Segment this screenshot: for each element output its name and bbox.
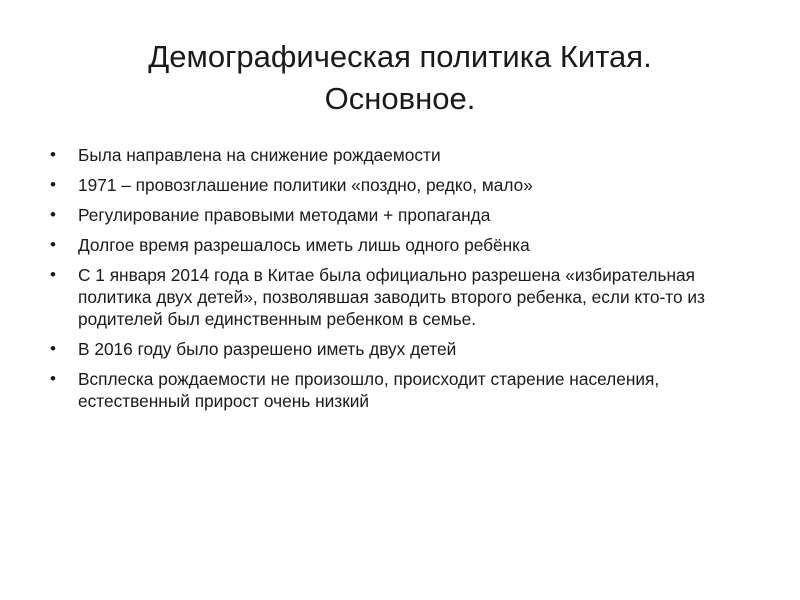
bullet-item bbox=[44, 204, 764, 226]
bullet-item bbox=[44, 338, 764, 360]
bullet-text: Всплеска рождаемости не произошло, происходит старение населения, естественный прирост очень низкий bbox=[78, 369, 660, 411]
bullet-text: Была направлена на снижение рождаемости bbox=[78, 145, 441, 165]
bullet-icon: • bbox=[50, 339, 56, 358]
bullet-icon: • bbox=[50, 205, 56, 224]
bullet-icon: • bbox=[50, 265, 56, 284]
bullet-icon: • bbox=[50, 175, 56, 194]
bullet-text: В 2016 году было разрешено иметь двух детей bbox=[78, 339, 457, 359]
bullet-text: 1971 – провозглашение политики «поздно, редко, мало» bbox=[78, 175, 533, 195]
bullet-item bbox=[44, 368, 764, 412]
bullet-list bbox=[44, 144, 764, 420]
slide-title-line-2: Основное. bbox=[324, 81, 476, 116]
bullet-icon: • bbox=[50, 235, 56, 254]
bullet-text: С 1 января 2014 года в Китае была официально разрешена «избирательная политика двух детей», позволявшая заводить второго ребенка, если кто-то из родителей был единственным ребенком в семье. bbox=[78, 265, 705, 329]
bullet-text: Регулирование правовыми методами + пропаганда bbox=[78, 205, 491, 225]
bullet-item bbox=[44, 144, 764, 166]
slide-title-line-1: Демографическая политика Китая. bbox=[148, 39, 652, 74]
slide-title bbox=[60, 36, 740, 120]
bullet-text: Долгое время разрешалось иметь лишь одного ребёнка bbox=[78, 235, 530, 255]
bullet-item bbox=[44, 234, 764, 256]
bullet-icon: • bbox=[50, 145, 56, 164]
bullet-item bbox=[44, 264, 764, 330]
bullet-item bbox=[44, 174, 764, 196]
bullet-icon: • bbox=[50, 369, 56, 388]
